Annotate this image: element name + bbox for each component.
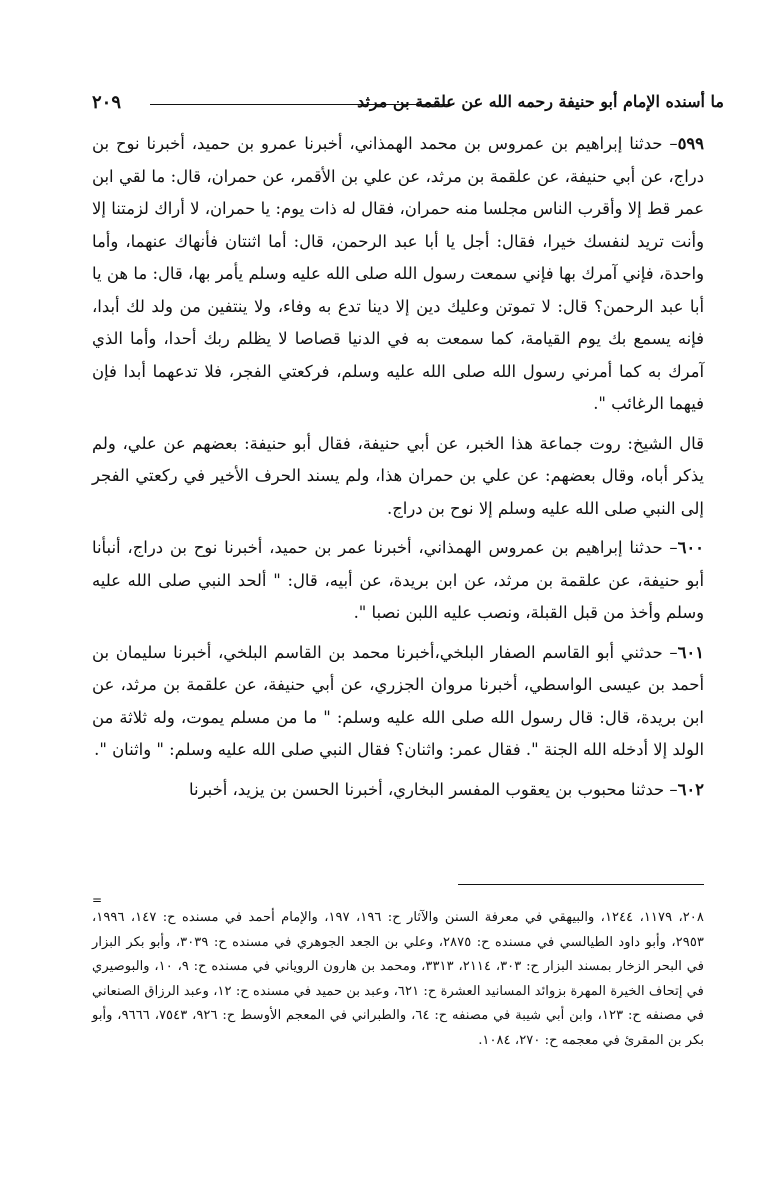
hadith-number: ٦٠٠ xyxy=(677,538,704,557)
hadith-paragraph-602 xyxy=(92,774,704,807)
commentary-paragraph xyxy=(92,428,704,526)
page-number: ٢٠٩ xyxy=(92,92,122,113)
hadith-text: – حدثنا إبراهيم بن عمروس بن محمد الهمذاني، أخبرنا عمرو بن حميد، أخبرنا نوح بن دراج، عن أبي حنيفة، عن علقمة بن مرثد، عن علي بن الأقمر، عن حمران، قال: ما لقي ابن عمر قط إلا وأقرب الناس مجلسا منه حمران، فقال له ذات يوم: يا حمران، لا أراك لزمتنا إلا وأنت تريد لنفسك خيرا، فقال: أجل يا أبا عبد الرحمن، قال: أما اثنتان فأنهاك عنهما، وأما واحدة، فإني آمرك بها فإني سمعت رسول الله صلى الله عليه وسلم يأمر بها، قال: ما هن يا أبا عبد الرحمن؟ قال: لا تموتن وعليك دين إلا دينا تدع به وفاء، ولا ينتفين من ولد لك أبدا، فإنه يسمع بك يوم القيامة، كما سمعت به في الدنيا قصاصا لا يظلم ربك أحدا، وأما الذي آمرك به كما أمرني رسول الله صلى الله عليه وسلم، فركعتي الفجر، فلا تدعهما أبدا فإن فيهما الرغائب ". xyxy=(92,134,704,413)
footnotes xyxy=(92,906,704,1054)
hadith-number: ٦٠١ xyxy=(677,642,704,662)
header-rule xyxy=(150,104,454,105)
hadith-paragraph-600 xyxy=(92,532,704,630)
hadith-paragraph-599 xyxy=(92,128,704,421)
hadith-text: – حدثنا محبوب بن يعقوب المفسر البخاري، أخبرنا الحسن بن يزيد، أخبرنا xyxy=(189,779,678,799)
main-text xyxy=(92,128,704,806)
header-title: ما أسنده الإمام أبو حنيفة رحمه الله عن علقمة بن مرثد xyxy=(357,92,724,111)
hadith-text: – حدثني أبو القاسم الصفار البلخي،أخبرنا محمد بن القاسم البلخي، أخبرنا سليمان بن أحمد بن عيسى الواسطي، أخبرنا مروان الجزري، عن أبي حنيفة، عن علقمة بن مرثد، عن ابن بريدة، قال: قال رسول الله صلى الله عليه وسلم: " ما من مسلم يموت، وله ثلاثة من الولد إلا أدخله الله الجنة ". فقال عمر: واثنان؟ فقال النبي صلى الله عليه وسلم: " واثنان ". xyxy=(92,642,704,759)
hadith-text: – حدثنا إبراهيم بن عمروس الهمذاني، أخبرنا عمر بن حميد، أخبرنا نوح بن دراج، أنبأنا أبو حنيفة، عن علقمة بن مرثد، عن ابن بريدة، عن أبيه، قال: " ألحد النبي صلى الله عليه وسلم وأخذ من قبل القبلة، ونصب عليه اللبن نصبا ". xyxy=(92,538,704,622)
hadith-paragraph-601 xyxy=(92,637,704,767)
hadith-number: ٥٩٩ xyxy=(677,134,704,153)
running-header xyxy=(92,92,724,120)
hadith-number: ٦٠٢ xyxy=(677,779,704,799)
commentary-text: قال الشيخ: روت جماعة هذا الخبر، عن أبي حنيفة، فقال أبو حنيفة: بعضهم عن علي، ولم يذكر أباه، وقال بعضهم: عن علي بن حمران هذا، ولم يسند الحرف الأخير في ركعتي الفجر إلى النبي صلى الله عليه وسلم إلا نوح بن دراج. xyxy=(92,433,704,518)
footnote-text: ٢٠٨، ١١٧٩، ١٢٤٤، والبيهقي في معرفة السنن والآثار ح: ١٩٦، ١٩٧، والإمام أحمد في مسنده ح: ١٤٧، ١٩٩٦، ٢٩٥٣، وأبو داود الطيالسي في مسنده ح: ٢٨٧٥، وعلي بن الجعد الجوهري في مسنده ح: ٣٠٣٩، وأبو بكر البزار في البحر الزخار بمسند البزار ح: ٣٠٣، ٢١١٤، ٣٣١٣، ومحمد بن هارون الروياني في مسنده ح: ٩، ١٠، والبوصيري في إتحاف الخيرة المهرة بزوائد المسانيد العشرة ح: ٦٢١، وعبد بن حميد في مسنده ح: ١٢، وعبد الرزاق الصنعاني في مصنفه ح: ١٢٣، وابن أبي شيبة في مصنفه ح: ٦٤، والطبراني في المعجم الأوسط ح: ٩٢٦، ٧٥٤٣، ٩٦٦٦، وأبو بكر بن المقرئ في معجمه ح: ٢٧٠، ١٠٨٤. xyxy=(92,910,705,1048)
footnote-continuation-mark: = xyxy=(92,893,103,907)
footnote-separator xyxy=(458,884,704,885)
